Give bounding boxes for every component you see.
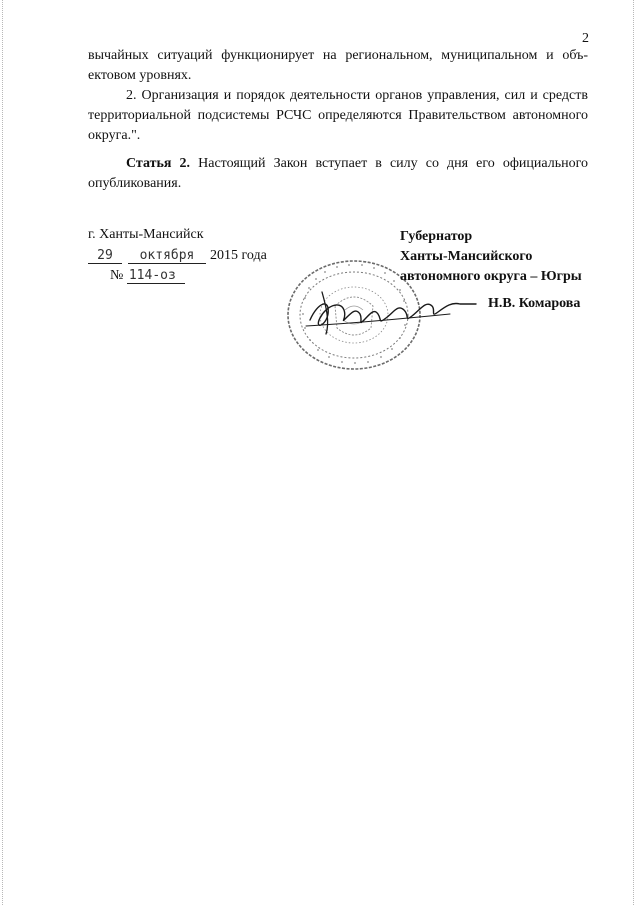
governor-title-line-3: автономного округа – Югры bbox=[400, 269, 582, 284]
governor-title bbox=[400, 227, 582, 287]
governor-name: Н.В. Комарова bbox=[488, 296, 581, 311]
signing-month: октября bbox=[128, 248, 206, 264]
governor-title-line-2: Ханты-Мансийского bbox=[400, 249, 533, 264]
law-number-value: 114-оз bbox=[127, 268, 185, 284]
article-2-text: Настоящий Закон вступает в силу со дня его официального опубликования. bbox=[88, 156, 588, 191]
governor-signature bbox=[300, 280, 480, 340]
page-edge-left bbox=[2, 0, 4, 905]
signing-place: г. Ханты-Мансийск bbox=[88, 227, 204, 242]
governor-title-line-1: Губернатор bbox=[400, 229, 473, 244]
page-edge-right bbox=[633, 0, 635, 905]
paragraph-item-2: 2. Организация и порядок деятельности органов управления, сил и средств территориальной подсистемы РСЧС определяются Правительством автономного округа.". bbox=[88, 88, 588, 143]
page-number: 2 bbox=[582, 31, 589, 46]
article-2-lead: Статья 2. bbox=[126, 156, 191, 171]
paragraph-article-2 bbox=[88, 154, 588, 194]
signing-day: 29 bbox=[88, 248, 122, 264]
law-number bbox=[110, 268, 185, 284]
signing-date bbox=[88, 248, 267, 264]
law-number-prefix: № bbox=[110, 268, 124, 283]
paragraph-continuation: вычайных ситуаций функционирует на региональном, муниципальном и объ-ектовом уровнях. bbox=[88, 48, 588, 83]
signing-year: 2015 года bbox=[210, 248, 267, 263]
